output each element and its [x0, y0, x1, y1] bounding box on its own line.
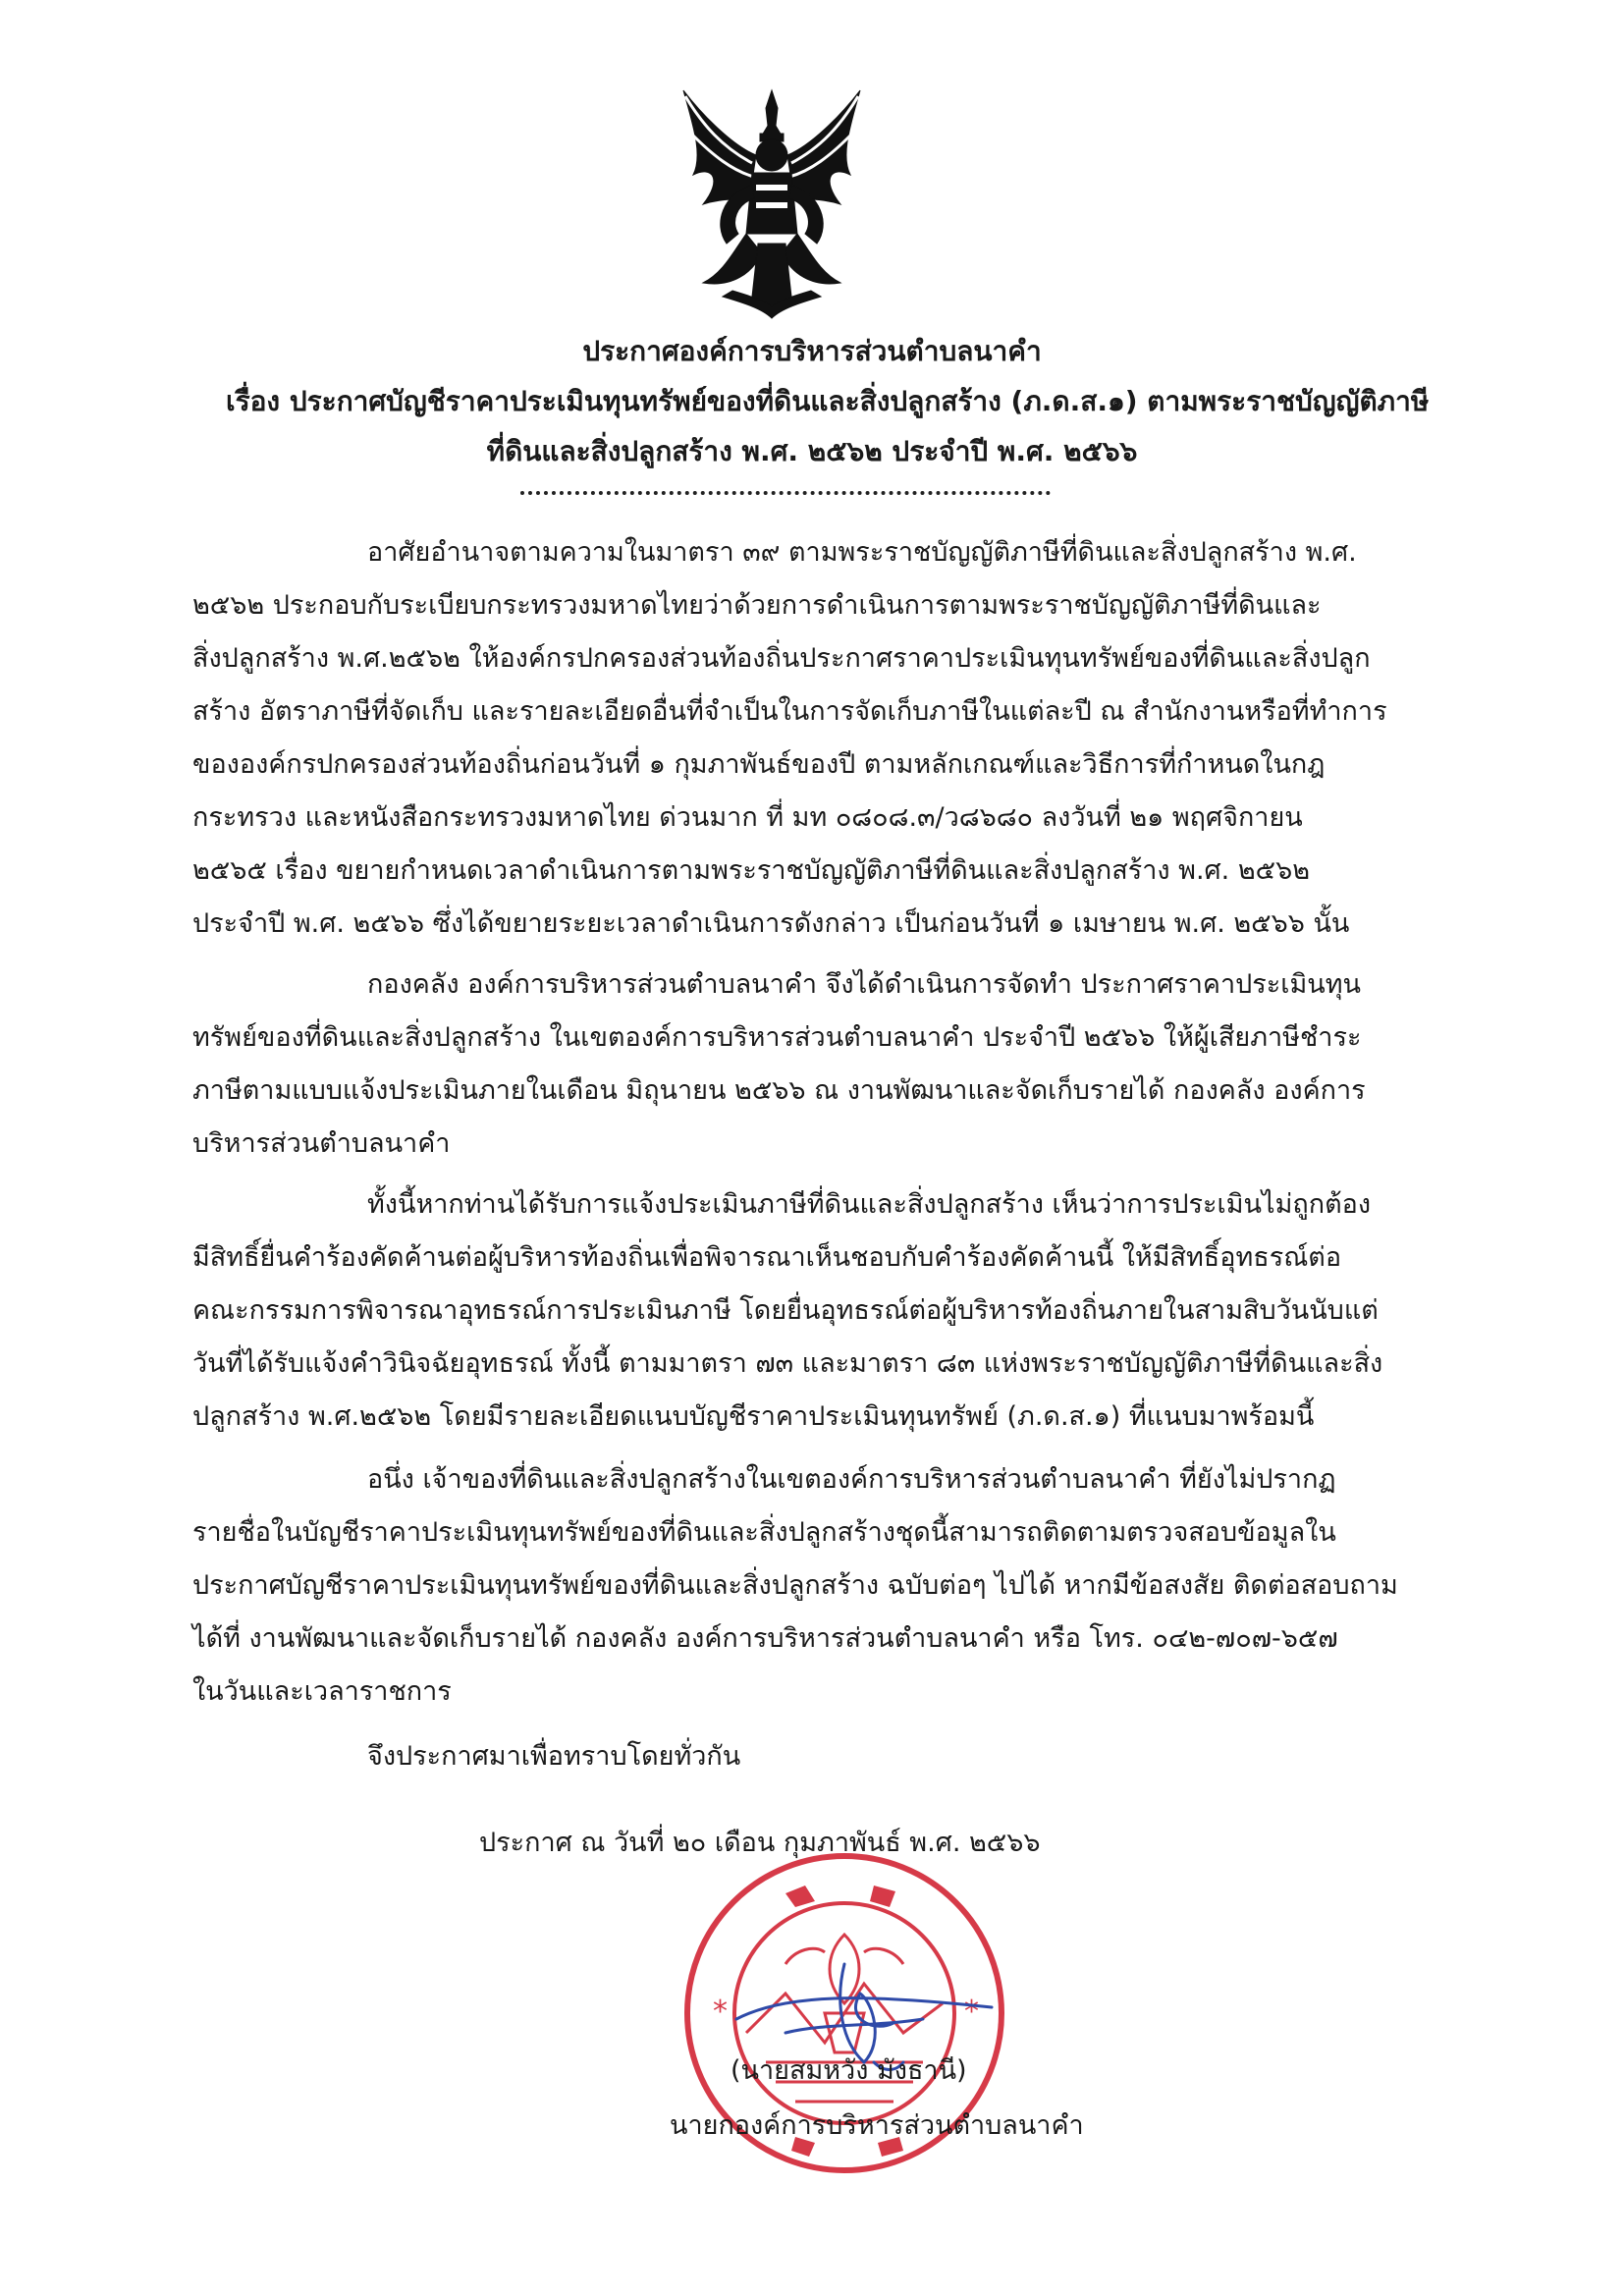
paragraph-line: ภาษีตามแบบแจ้งประเมินภายในเดือน มิถุนายน ๒๕๖๖ ณ งานพัฒนาและจัดเก็บรายได้ กองคลัง องค์การ — [192, 1075, 1366, 1106]
svg-text:*: * — [713, 1995, 728, 2029]
announcement-date: ประกาศ ณ วันที่ ๒๐ เดือน กุมภาพันธ์ พ.ศ. ๒๕๖๖ — [479, 1828, 1041, 1858]
paragraph-line: กระทรวง และหนังสือกระทรวงมหาดไทย ด่วนมาก ที่ มท ๐๘๐๘.๓/ว๘๖๘๐ ลงวันที่ ๒๑ พฤศจิกายน — [192, 802, 1303, 833]
paragraph-line: รายชื่อในบัญชีราคาประเมินทุนทรัพย์ของที่ดินและสิ่งปลูกสร้างชุดนี้สามารถติดตามตรวจสอบข้อมูลใน — [192, 1517, 1336, 1548]
garuda-emblem-icon — [664, 86, 880, 320]
title-line-1: ประกาศองค์การบริหารส่วนตำบลนาคำ — [582, 335, 1042, 367]
paragraph-line: ได้ที่ งานพัฒนาและจัดเก็บรายได้ กองคลัง องค์การบริหารส่วนตำบลนาคำ หรือ โทร. ๐๔๒-๗๐๗-๖๕๗ — [192, 1623, 1338, 1654]
svg-text:*: * — [964, 1995, 979, 2029]
paragraph-line: ประกาศบัญชีราคาประเมินทุนทรัพย์ของที่ดินและสิ่งปลูกสร้าง ฉบับต่อๆ ไปได้ หากมีข้อสงสัย ติดต่อสอบถาม — [192, 1570, 1398, 1601]
paragraph-line: ๒๕๖๕ เรื่อง ขยายกำหนดเวลาดำเนินการตามพระราชบัญญัติภาษีที่ดินและสิ่งปลูกสร้าง พ.ศ. ๒๕๖๒ — [192, 855, 1311, 886]
paragraph-line: กองคลัง องค์การบริหารส่วนตำบลนาคำ จึงได้ดำเนินการจัดทำ ประกาศราคาประเมินทุน — [367, 969, 1362, 1000]
paragraph-line: ประจำปี พ.ศ. ๒๕๖๖ ซึ่งได้ขยายระยะเวลาดำเนินการดังกล่าว เป็นก่อนวันที่ ๑ เมษายน พ.ศ. ๒๕๖๖ นั้น — [192, 908, 1350, 939]
paragraph-line: ปลูกสร้าง พ.ศ.๒๕๖๒ โดยมีรายละเอียดแนบบัญชีราคาประเมินทุนทรัพย์ (ภ.ด.ส.๑) ที่แนบมาพร้อมนี้ — [192, 1401, 1315, 1432]
paragraph-line: ขององค์กรปกครองส่วนท้องถิ่นก่อนวันที่ ๑ กุมภาพันธ์ของปี ตามหลักเกณฑ์และวิธีการที่กำหนดในกฎ — [192, 749, 1326, 780]
paragraph-line: สิ่งปลูกสร้าง พ.ศ.๒๕๖๒ ให้องค์กรปกครองส่วนท้องถิ่นประกาศราคาประเมินทุนทรัพย์ของที่ดินและสิ่งปลูก — [192, 643, 1371, 674]
signatory-position: นายกองค์การบริหารส่วนตำบลนาคำ — [670, 2110, 1084, 2141]
paragraph-line: มีสิทธิ์ยื่นคำร้องคัดค้านต่อผู้บริหารท้องถิ่นเพื่อพิจารณาเห็นชอบกับคำร้องคัดค้านนี้ ให้มีสิทธิ์อุทธรณ์ต่อ — [192, 1242, 1342, 1273]
title-divider — [520, 491, 1051, 501]
paragraph-line: คณะกรรมการพิจารณาอุทธรณ์การประเมินภาษี โดยยื่นอุทธรณ์ต่อผู้บริหารท้องถิ่นภายในสามสิบวันนับแต่ — [192, 1295, 1379, 1326]
paragraph-line: ๒๕๖๒ ประกอบกับระเบียบกระทรวงมหาดไทยว่าด้วยการดำเนินการตามพระราชบัญญัติภาษีที่ดินและ — [192, 590, 1322, 621]
paragraph-line: ทั้งนี้หากท่านได้รับการแจ้งประเมินภาษีที่ดินและสิ่งปลูกสร้าง เห็นว่าการประเมินไม่ถูกต้อง — [367, 1189, 1372, 1220]
paragraph-line: อนึ่ง เจ้าของที่ดินและสิ่งปลูกสร้างในเขตองค์การบริหารส่วนตำบลนาคำ ที่ยังไม่ปรากฏ — [367, 1464, 1336, 1495]
title-line-2: เรื่อง ประกาศบัญชีราคาประเมินทุนทรัพย์ของที่ดินและสิ่งปลูกสร้าง (ภ.ด.ส.๑) ตามพระราชบัญญัติภาษี — [226, 385, 1430, 417]
paragraph-line: สร้าง อัตราภาษีที่จัดเก็บ และรายละเอียดอื่นที่จำเป็นในการจัดเก็บภาษีในแต่ละปี ณ สำนักงานหรือที่ทำการ — [192, 696, 1387, 727]
closing-statement: จึงประกาศมาเพื่อทราบโดยทั่วกัน — [367, 1741, 741, 1772]
paragraph-line: ในวันและเวลาราชการ — [192, 1676, 452, 1707]
paragraph-line: วันที่ได้รับแจ้งคำวินิจฉัยอุทธรณ์ ทั้งนี้ ตามมาตรา ๗๓ และมาตรา ๘๓ แห่งพระราชบัญญัติภาษีที่ดินและสิ่ง — [192, 1348, 1383, 1379]
paragraph-line: ทรัพย์ของที่ดินและสิ่งปลูกสร้าง ในเขตองค์การบริหารส่วนตำบลนาคำ ประจำปี ๒๕๖๖ ให้ผู้เสียภาษีชำระ — [192, 1022, 1362, 1053]
paragraph-line: บริหารส่วนตำบลนาคำ — [192, 1128, 451, 1159]
signatory-name: (นายสมหวัง มังธานี) — [731, 2055, 967, 2086]
paragraph-line: อาศัยอำนาจตามความในมาตรา ๓๙ ตามพระราชบัญญัติภาษีที่ดินและสิ่งปลูกสร้าง พ.ศ. — [367, 537, 1357, 568]
title-line-3: ที่ดินและสิ่งปลูกสร้าง พ.ศ. ๒๕๖๒ ประจำปี พ.ศ. ๒๕๖๖ — [486, 435, 1138, 467]
